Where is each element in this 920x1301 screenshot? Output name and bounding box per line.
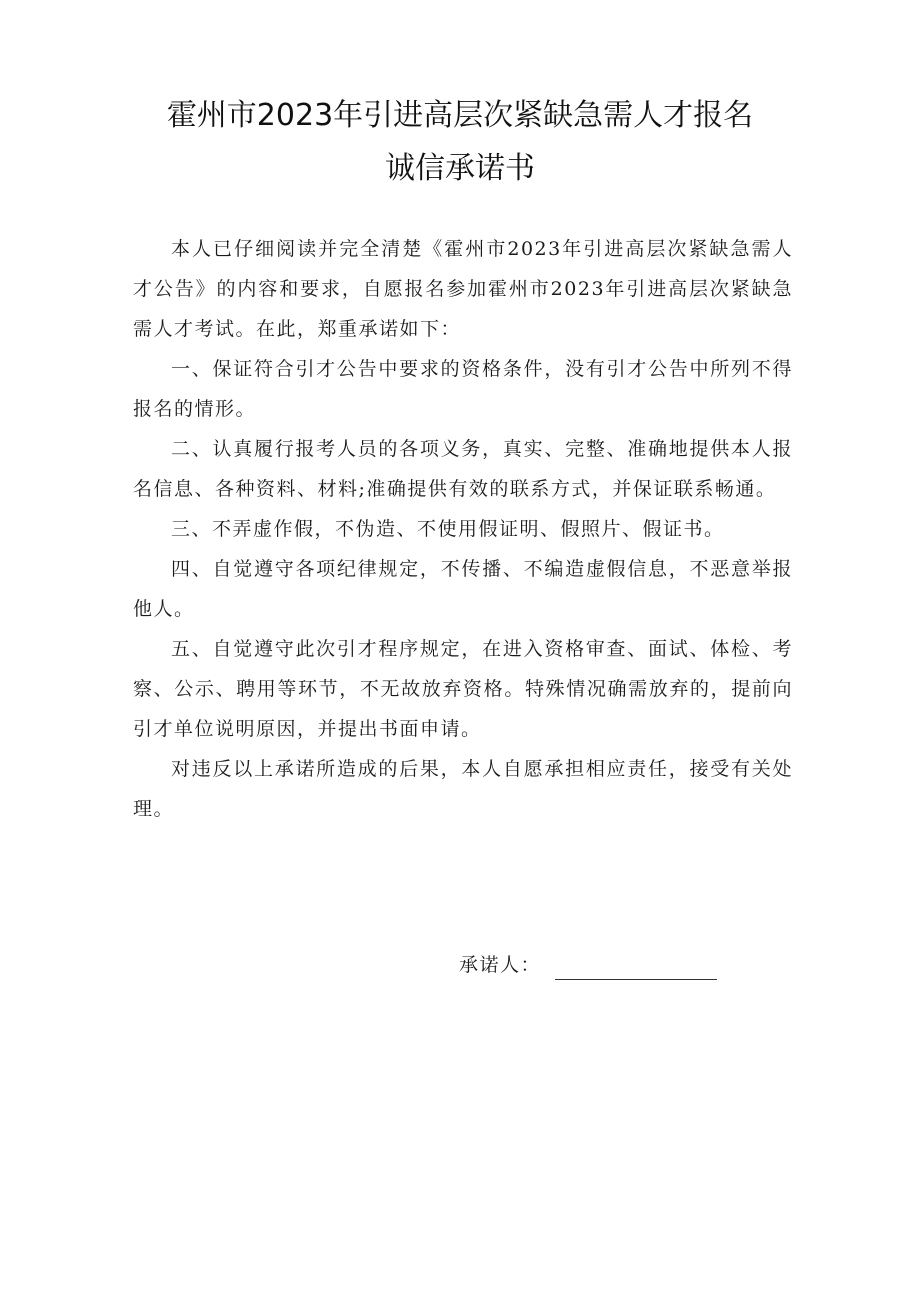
document-title-line-1: 霍州市2023年引进高层次紧缺急需人才报名 — [166, 98, 754, 133]
document-title-line-2: 诚信承诺书 — [385, 151, 535, 186]
paragraph-item-4: 四、自觉遵守各项纪律规定，不传播、不编造虚假信息，不恶意举报他人。 — [133, 558, 793, 620]
paragraph-item-1: 一、保证符合引才公告中要求的资格条件，没有引才公告中所列不得报名的情形。 — [133, 358, 793, 420]
document-body — [133, 229, 793, 829]
paragraph-closing: 对违反以上承诺所造成的后果，本人自愿承担相应责任，接受有关处理。 — [133, 758, 793, 820]
paragraph-item-3: 三、不弄虚作假，不伪造、不使用假证明、假照片、假证书。 — [171, 518, 725, 540]
signature-line[interactable] — [555, 957, 717, 980]
signature-block — [459, 950, 717, 980]
paragraph-intro: 本人已仔细阅读并完全清楚《霍州市2023年引进高层次紧缺急需人才公告》的内容和要求，自愿报名参加霍州市2023年引进高层次紧缺急需人才考试。在此，郑重承诺如下： — [133, 238, 793, 340]
paragraph-item-2: 二、认真履行报考人员的各项义务，真实、完整、准确地提供本人报名信息、各种资料、材料;准确提供有效的联系方式，并保证联系畅通。 — [133, 438, 793, 500]
paragraph-item-5: 五、自觉遵守此次引才程序规定，在进入资格审查、面试、体检、考察、公示、聘用等环节，不无故放弃资格。特殊情况确需放弃的，提前向引才单位说明原因，并提出书面申请。 — [133, 638, 793, 740]
signature-label: 承诺人： — [459, 954, 542, 976]
